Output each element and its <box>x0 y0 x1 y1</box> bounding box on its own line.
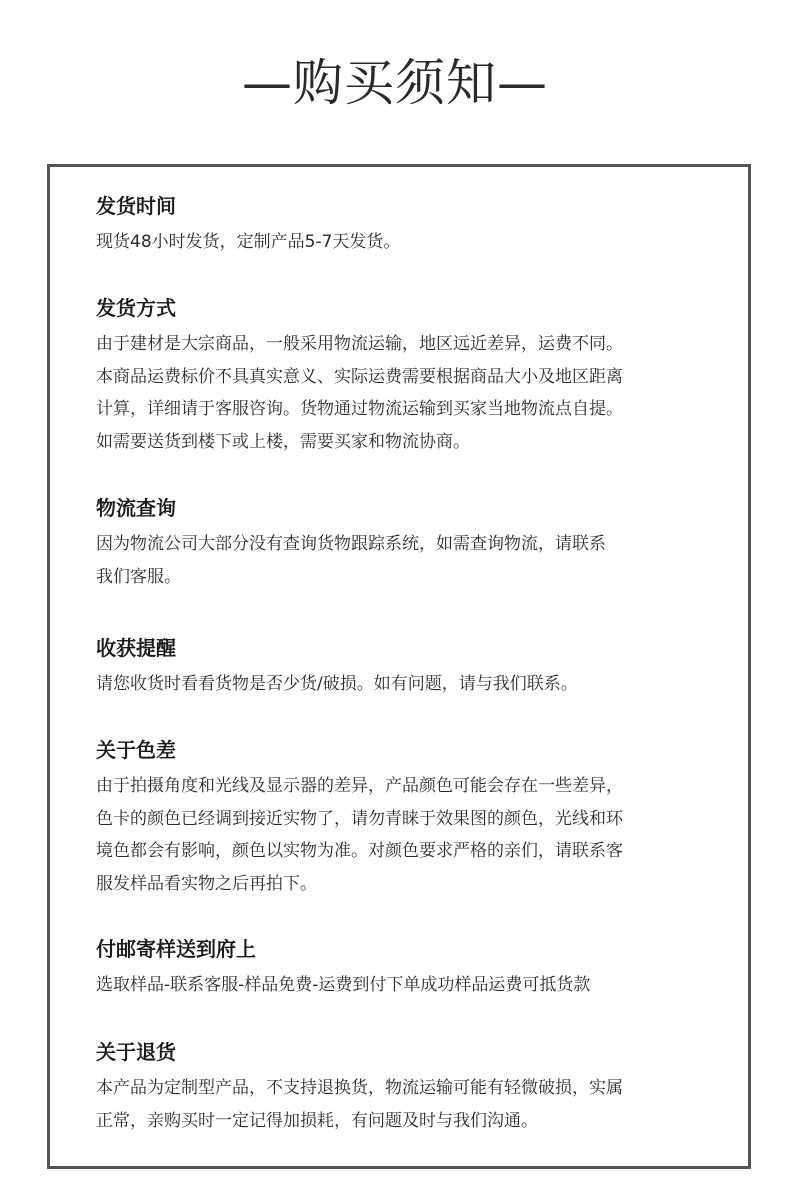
section-text-line: 色卡的颜色已经调到接近实物了，请勿青睐于效果图的颜色，光线和环 <box>96 808 623 829</box>
section-receipt-reminder <box>96 634 716 701</box>
section-text-line: 现货48小时发货，定制产品5-7天发货。 <box>96 232 401 252</box>
section-text-line: 我们客服。 <box>96 566 181 587</box>
section-heading: 收获提醒 <box>96 636 176 660</box>
section-text-line: 如需要送货到楼下或上楼，需要买家和物流协商。 <box>96 431 470 452</box>
section-heading: 关于色差 <box>96 738 176 762</box>
section-text-line: 请您收货时看看货物是否少货/破损。如有问题，请与我们联系。 <box>96 674 578 694</box>
section-sample-delivery <box>96 935 716 1002</box>
section-shipping-method <box>96 294 716 458</box>
section-text-line: 本产品为定制型产品，不支持退换货，物流运输可能有轻微破损，实属 <box>96 1078 623 1098</box>
section-text-line: 境色都会有影响，颜色以实物为准。对颜色要求严格的亲们，请联系客 <box>96 841 623 861</box>
section-text-line: 因为物流公司大部分没有查询货物跟踪系统，如需查询物流，请联系 <box>96 534 606 554</box>
section-heading: 物流查询 <box>96 496 176 520</box>
section-heading: 付邮寄样送到府上 <box>96 937 256 961</box>
section-returns <box>96 1038 716 1137</box>
page-title: —购买须知— <box>242 54 548 112</box>
section-heading: 发货时间 <box>96 194 176 218</box>
section-heading: 发货方式 <box>96 296 176 320</box>
section-text-line: 正常，亲购买时一定记得加损耗，有问题及时与我们沟通。 <box>96 1110 538 1131</box>
purchase-notice-box <box>47 164 751 1169</box>
section-color-difference <box>96 736 716 900</box>
section-shipping-time <box>96 192 716 259</box>
section-text-line: 选取样品-联系客服-样品免费-运费到付下单成功样品运费可抵货款 <box>96 975 591 995</box>
section-logistics-inquiry <box>96 494 716 593</box>
section-text-line: 由于建材是大宗商品，一般采用物流运输，地区远近差异，运费不同。 <box>96 334 623 354</box>
section-text-line: 服发样品看实物之后再拍下。 <box>96 873 317 894</box>
section-text-line: 本商品运费标价不具真实意义、实际运费需要根据商品大小及地区距离 <box>96 366 623 387</box>
section-text-line: 由于拍摄角度和光线及显示器的差异，产品颜色可能会存在一些差异， <box>96 776 623 796</box>
section-heading: 关于退货 <box>96 1040 176 1064</box>
section-text-line: 计算，详细请于客服咨询。货物通过物流运输到买家当地物流点自提。 <box>96 399 623 419</box>
